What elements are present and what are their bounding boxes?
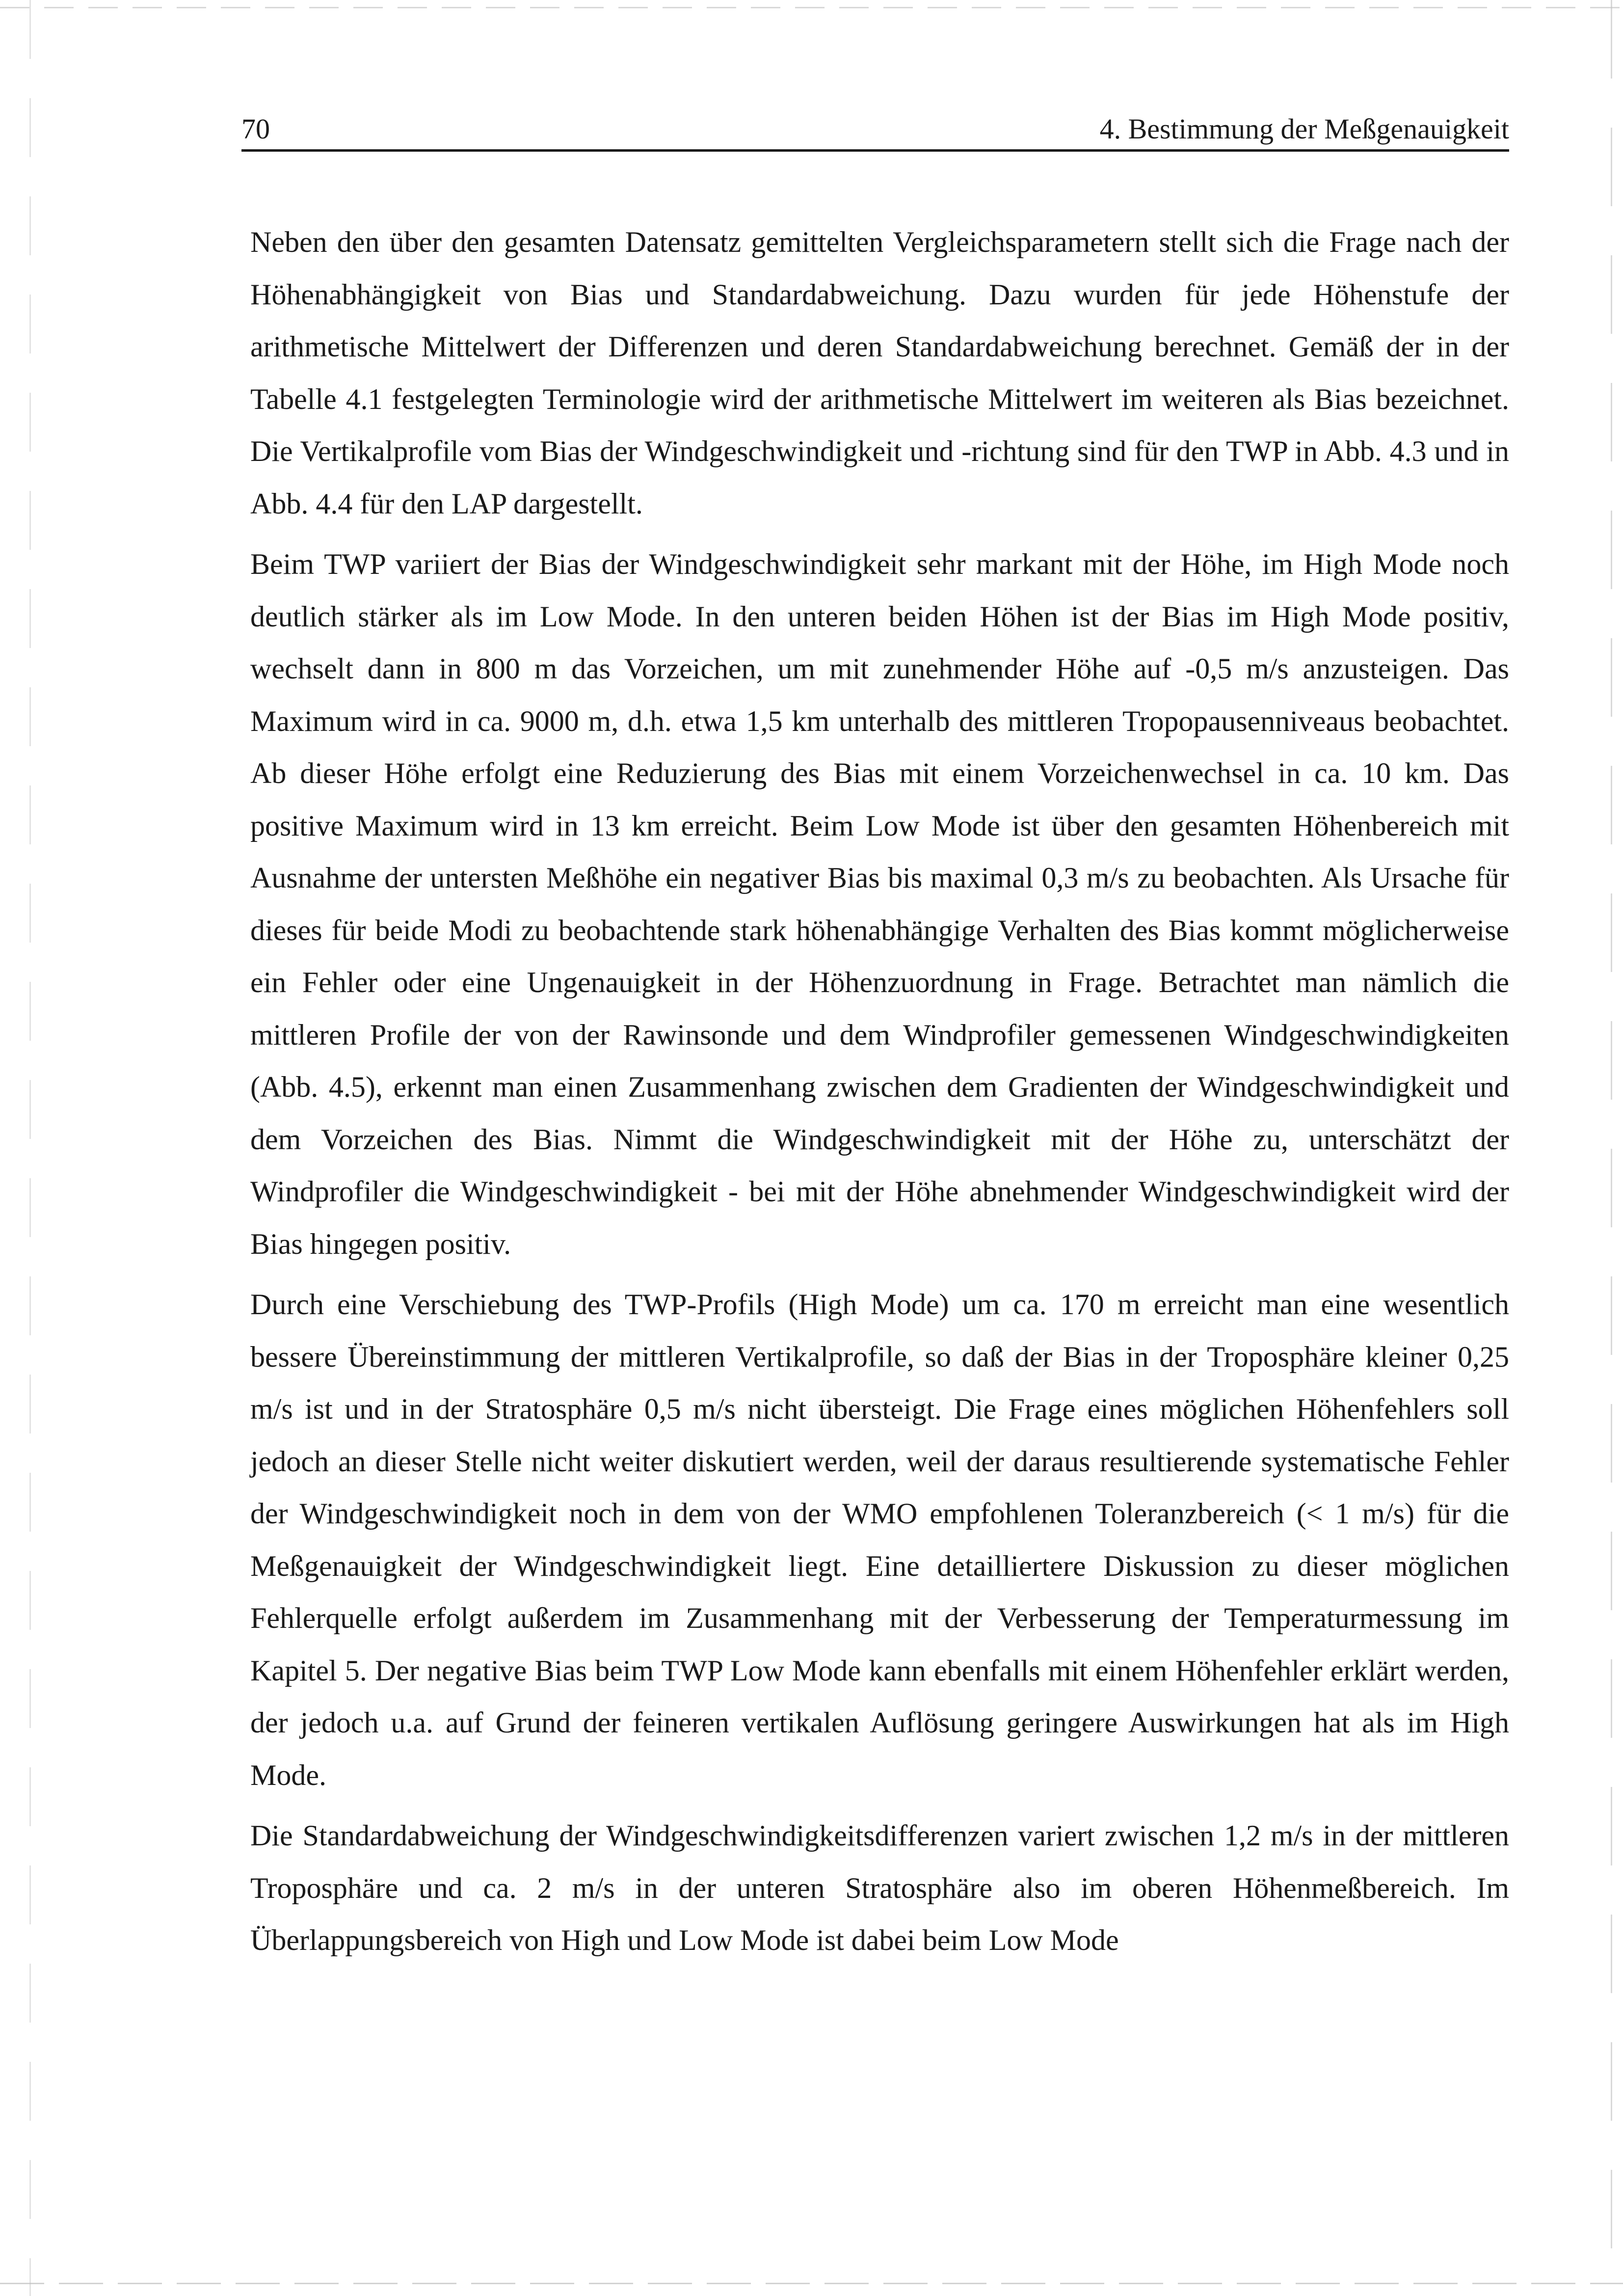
scan-edge-left [29, 0, 31, 2296]
chapter-title: 4. Bestimmung der Meßgenauigkeit [1099, 113, 1509, 145]
body-text [250, 216, 1509, 1975]
page-header [241, 109, 1509, 149]
paragraph-1: Neben den über den gesamten Datensatz gemittelten Vergleichsparametern stellt sich die Frage nach der Höhenabhängigkeit von Bias und Standardabweichung. Dazu wurden für jede Höhenstufe der arithmetische Mittelwert der Differenzen und deren Standardabweichung berechnet. Gemäß der in der Tabelle 4.1 festgelegten Terminologie wird der arithmetische Mittelwert im weiteren als Bias bezeichnet. Die Vertikalprofile vom Bias der Windgeschwindigkeit und -richtung sind für den TWP in Abb. 4.3 und in Abb. 4.4 für den LAP dargestellt. [250, 226, 1509, 520]
header-rule [241, 149, 1509, 152]
scan-edge-right [1611, 0, 1612, 2296]
paragraph-3: Durch eine Verschiebung des TWP-Profils (High Mode) um ca. 170 m erreicht man eine wesentlich bessere Übereinstimmung der mittleren Vertikalprofile, so daß der Bias in der Troposphäre kleiner 0,25 m/s ist und in der Stratosphäre 0,5 m/s nicht übersteigt. Die Frage eines möglichen Höhenfehlers soll jedoch an dieser Stelle nicht weiter diskutiert werden, weil der daraus resultierende systematische Fehler der Windgeschwindigkeit noch in dem von der WMO empfohlenen Toleranzbereich (< 1 m/s) für die Meßgenauigkeit der Windgeschwindigkeit liegt. Eine detailliertere Diskussion zu dieser möglichen Fehlerquelle erfolgt außerdem im Zusammenhang mit der Verbesserung der Temperaturmessung im Kapitel 5. Der negative Bias beim TWP Low Mode kann ebenfalls mit einem Höhenfehler erklärt werden, der jedoch u.a. auf Grund der feineren vertikalen Auflösung geringere Auswirkungen hat als im High Mode. [250, 1288, 1509, 1791]
scan-edge-bottom [0, 2283, 1623, 2284]
paragraph-2: Beim TWP variiert der Bias der Windgeschwindigkeit sehr markant mit der Höhe, im High Mode noch deutlich stärker als im Low Mode. In den unteren beiden Höhen ist der Bias im High Mode positiv, wechselt dann in 800 m das Vorzeichen, um mit zunehmender Höhe auf -0,5 m/s anzusteigen. Das Maximum wird in ca. 9000 m, d.h. etwa 1,5 km unterhalb des mittleren Tropopausenniveaus beobachtet. Ab dieser Höhe erfolgt eine Reduzierung des Bias mit einem Vorzeichenwechsel in ca. 10 km. Das positive Maximum wird in 13 km erreicht. Beim Low Mode ist über den gesamten Höhenbereich mit Ausnahme der untersten Meßhöhe ein negativer Bias bis maximal 0,3 m/s zu beobachten. Als Ursache für dieses für beide Modi zu beobachtende stark höhenabhängige Verhalten des Bias kommt möglicherweise ein Fehler oder eine Ungenauigkeit in der Höhenzuordnung in Frage. Betrachtet man nämlich die mittleren Profile der von der Rawinsonde und dem Windprofiler gemessenen Windgeschwindigkeiten (Abb. 4.5), erkennt man einen Zusammenhang zwischen dem Gradienten der Windgeschwindigkeit und dem Vorzeichen des Bias. Nimmt die Windgeschwindigkeit mit der Höhe zu, unterschätzt der Windprofiler die Windgeschwindigkeit - bei mit der Höhe abnehmender Windgeschwindigkeit wird der Bias hingegen positiv. [250, 548, 1509, 1260]
page-number: 70 [241, 113, 270, 145]
paragraph-4: Die Standardabweichung der Windgeschwindigkeitsdifferenzen variert zwischen 1,2 m/s in der mittleren Troposphäre und ca. 2 m/s in der unteren Stratosphäre also im oberen Höhenmeßbereich. Im Überlappungsbereich von High und Low Mode ist dabei beim Low Mode [250, 1819, 1509, 1956]
scan-edge-top [0, 7, 1623, 8]
